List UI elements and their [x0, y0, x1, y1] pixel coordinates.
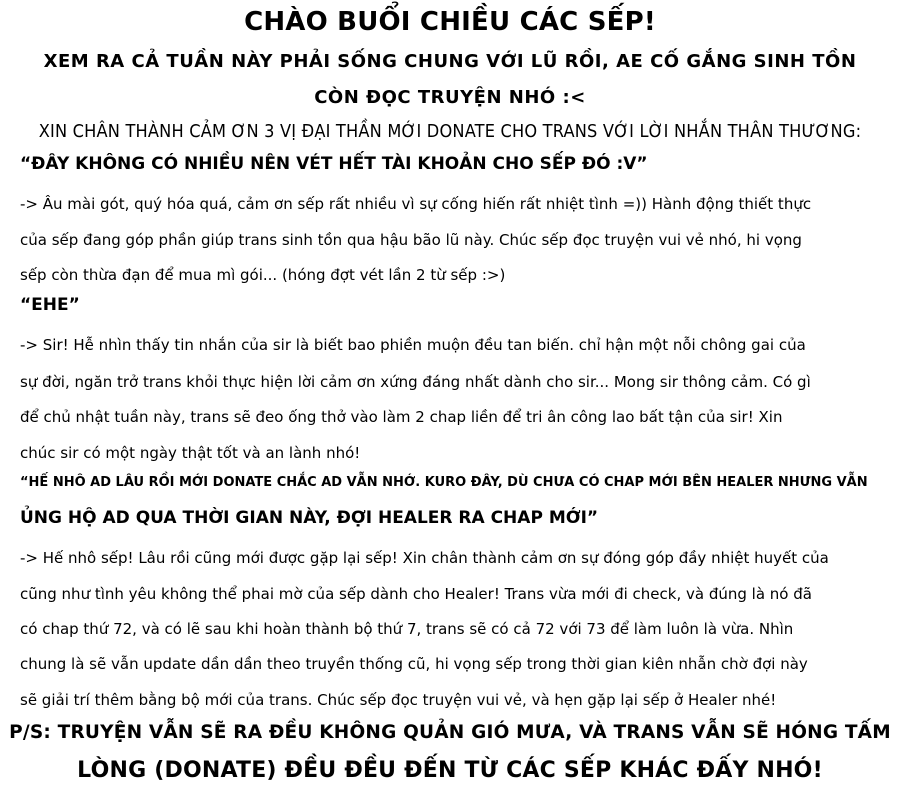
- subtitle-line-2: CÒN ĐỌC TRUYỆN NHÓ :<: [314, 87, 586, 108]
- donation-3-reply-line-5: sẽ giải trí thêm bằng bộ mới của trans. Chúc sếp đọc truyện vui vẻ, và hẹn gặp lại sếp ở Healer nhé!: [20, 691, 777, 709]
- donation-3-quote-line-2: ỦNG HỘ AD QUA THỜI GIAN NÀY, ĐỢI HEALER RA CHAP MỚI”: [20, 508, 599, 528]
- donation-3-reply-line-1: -> Hế nhô sếp! Lâu rồi cũng mới được gặp lại sếp! Xin chân thành cảm ơn sự đóng góp đầy nhiệt huyết của: [20, 549, 829, 567]
- subtitle-line-1: XEM RA CẢ TUẦN NÀY PHẢI SỐNG CHUNG VỚI LŨ RỒI, AE CỐ GẮNG SINH TỒN: [43, 51, 857, 72]
- ps-line-1: P/S: TRUYỆN VẪN SẼ RA ĐỀU KHÔNG QUẢN GIÓ MƯA, VÀ TRANS VẪN SẼ HÓNG TẤM: [9, 722, 891, 743]
- donation-3-reply-line-2: cũng như tình yêu không thể phai mờ của sếp dành cho Healer! Trans vừa mới đi check, và đúng là nó đã: [20, 585, 812, 603]
- donation-1-reply-line-1: -> Âu mài gót, quý hóa quá, cảm ơn sếp rất nhiều vì sự cống hiến rất nhiệt tình =)) Hành động thiết thực: [20, 195, 812, 213]
- donation-2-reply-line-4: chúc sir có một ngày thật tốt và an lành nhó!: [20, 444, 361, 462]
- donation-2-reply-line-1: -> Sir! Hễ nhìn thấy tin nhắn của sir là biết bao phiền muộn đều tan biến. chỉ hận một nỗi chông gai của: [20, 336, 806, 354]
- donation-2-quote: “EHE”: [20, 295, 80, 315]
- donation-2-reply-line-2: sự đời, ngăn trở trans khỏi thực hiện lời cảm ơn xứng đáng nhất dành cho sir... Mong sir thông cảm. Có gì: [20, 373, 811, 391]
- donation-1-reply-line-2: của sếp đang góp phần giúp trans sinh tồn qua hậu bão lũ này. Chúc sếp đọc truyện vui vẻ nhó, hi vọng: [20, 231, 802, 249]
- ps-line-2: LÒNG (DONATE) ĐỀU ĐỀU ĐẾN TỪ CÁC SẾP KHÁC ĐẤY NHÓ!: [77, 758, 823, 783]
- donation-1-quote: “ĐÂY KHÔNG CÓ NHIỀU NÊN VÉT HẾT TÀI KHOẢN CHO SẾP ĐÓ :V”: [20, 154, 648, 174]
- page-title: CHÀO BUỔI CHIỀU CÁC SẾP!: [244, 7, 656, 37]
- donation-3-reply-line-3: có chap thứ 72, và có lẽ sau khi hoàn thành bộ thứ 7, trans sẽ có cả 72 với 73 để làm luôn là vừa. Nhìn: [20, 620, 794, 638]
- thanks-line: XIN CHÂN THÀNH CẢM ƠN 3 VỊ ĐẠI THẦN MỚI DONATE CHO TRANS VỚI LỜI NHẮN THÂN THƯƠNG:: [38, 121, 862, 142]
- donation-2-reply-line-3: để chủ nhật tuần này, trans sẽ đeo ống thở vào làm 2 chap liền để tri ân công lao bất tận của sir! Xin: [20, 408, 783, 426]
- donation-1-reply-line-3: sếp còn thừa đạn để mua mì gói... (hóng đợt vét lần 2 từ sếp :>): [20, 266, 506, 284]
- donation-3-quote-line-1: “HẾ NHÔ AD LÂU RỒI MỚI DONATE CHẮC AD VẪN NHỚ. KURO ĐÂY, DÙ CHƯA CÓ CHAP MỚI BÊN HEALER NHƯNG VẪN: [20, 475, 868, 490]
- donation-3-reply-line-4: chung là sẽ vẫn update dần dần theo truyền thống cũ, hi vọng sếp trong thời gian kiên nhẫn chờ đợi này: [20, 655, 808, 673]
